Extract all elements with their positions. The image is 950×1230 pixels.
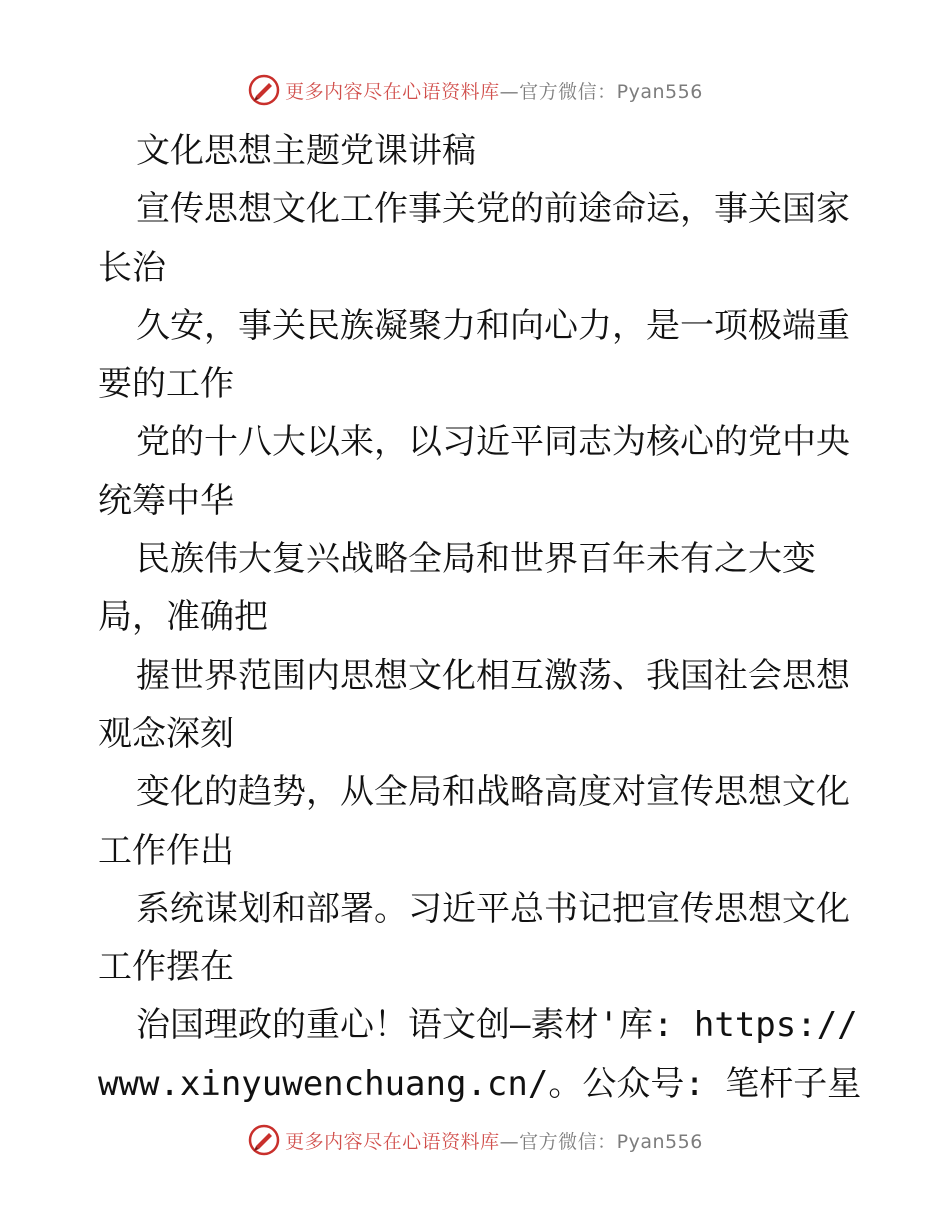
paragraph-line: 观念深刻 (98, 713, 234, 754)
paragraph-line: 党的十八大以来，以习近平同志为核心的党中央 (136, 422, 850, 463)
paragraph-line: 统筹中华 (98, 480, 234, 521)
paragraph-line: 局，准确把 (98, 597, 268, 638)
header-banner (0, 70, 950, 110)
doc-title: 文化思想主题党课讲稿 (136, 131, 476, 171)
paragraph-line: 久安，事关民族凝聚力和向心力，是一项极端重 (136, 305, 850, 346)
header-banner-text: 更多内容尽在心语资料库—官方微信：Pyan556 (285, 80, 703, 103)
pen-logo-icon (247, 73, 281, 107)
pen-logo-icon (247, 1123, 281, 1157)
document-body (98, 122, 862, 1113)
paragraph-line: 变化的趋势，从全局和战略高度对宣传思想文化 (136, 772, 850, 813)
paragraph-line: www.xinyuwenchuang.cn/。公众号: 笔杆子星 (98, 1063, 862, 1104)
paragraph-line: 长治 (98, 247, 166, 288)
paragraph-line: 宣传思想文化工作事关党的前途命运，事关国家 (136, 189, 850, 230)
paragraph-line: 系统谋划和部署。习近平总书记把宣传思想文化 (136, 888, 850, 929)
paragraph-line: 握世界范围内思想文化相互激荡、我国社会思想 (136, 655, 850, 696)
paragraph-line: 工作摆在 (98, 947, 234, 988)
paragraph-line: 要的工作 (98, 364, 234, 405)
paragraph-line: 民族伟大复兴战略全局和世界百年未有之大变 (136, 539, 816, 580)
paragraph-line: 治国理政的重心！语文创—素材'库: https:// (136, 1005, 858, 1046)
paragraph-line: 工作作出 (98, 830, 234, 871)
footer-banner (0, 1120, 950, 1160)
footer-banner-text: 更多内容尽在心语资料库—官方微信：Pyan556 (285, 1130, 703, 1153)
